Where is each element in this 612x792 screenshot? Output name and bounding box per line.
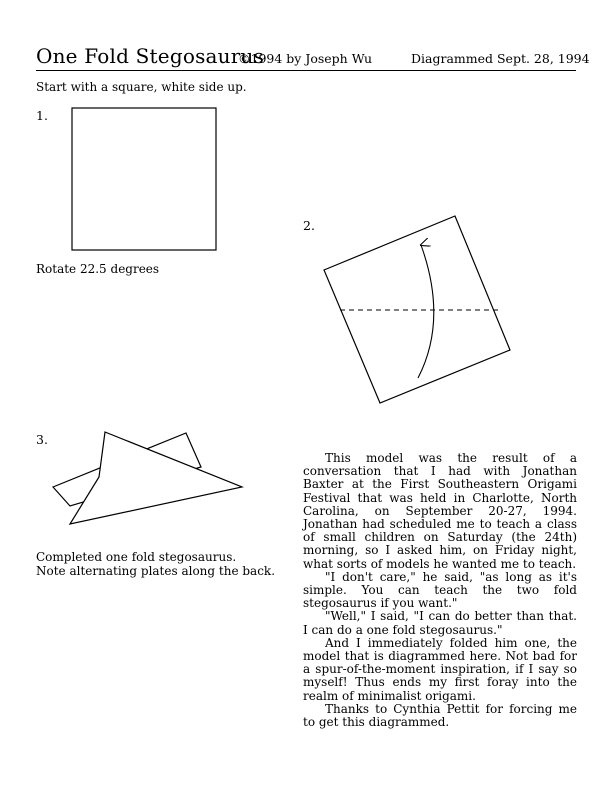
step-3-number: 3. (36, 432, 48, 447)
story-paragraph: "I don't care," he said, "as long as it's simple. You can teach the two fold stegosaurus if you want." (303, 569, 577, 611)
story-paragraph: This model was the result of a conversation that I had with Jonathan Baxter at the First Southeastern Origami Festival that was held in Charlotte, North Carolina, on September 20-27, 1994. Jonathan had scheduled me to teach a class of small children on Saturday (the 24th) morning, so I asked him, on Friday night, what sorts of models he wanted me to teach. (303, 451, 577, 571)
copyright-byline: ©1994 by Joseph Wu (238, 51, 373, 66)
step-1-caption: Rotate 22.5 degrees (36, 262, 160, 276)
step-1-number: 1. (36, 108, 48, 123)
story-paragraph: Thanks to Cynthia Pettit for forcing me to get this diagrammed. (303, 701, 577, 730)
step-3-caption-line: Completed one fold stegosaurus. (36, 550, 237, 564)
step-3-caption-line: Note alternating plates along the back. (36, 564, 276, 578)
intro-text: Start with a square, white side up. (36, 80, 247, 94)
step-3-stegosaurus (53, 432, 242, 524)
step-1-square (72, 108, 216, 250)
step-2-number: 2. (303, 218, 315, 233)
step-2-diagram (324, 216, 510, 403)
diagram-date: Diagrammed Sept. 28, 1994 (411, 51, 590, 66)
story-text (303, 452, 577, 729)
story-paragraph: And I immediately folded him one, the model that is diagrammed here. Not bad for a spur-of-the-moment inspiration, if I say so myself! Thus ends my first foray into the realm of minimalist origami. (303, 635, 577, 703)
page-title: One Fold Stegosaurus (36, 44, 265, 68)
story-paragraph: "Well," I said, "I can do better than that. I can do a one fold stegosaurus." (303, 609, 577, 637)
step-2-fold-arrow (418, 245, 434, 378)
